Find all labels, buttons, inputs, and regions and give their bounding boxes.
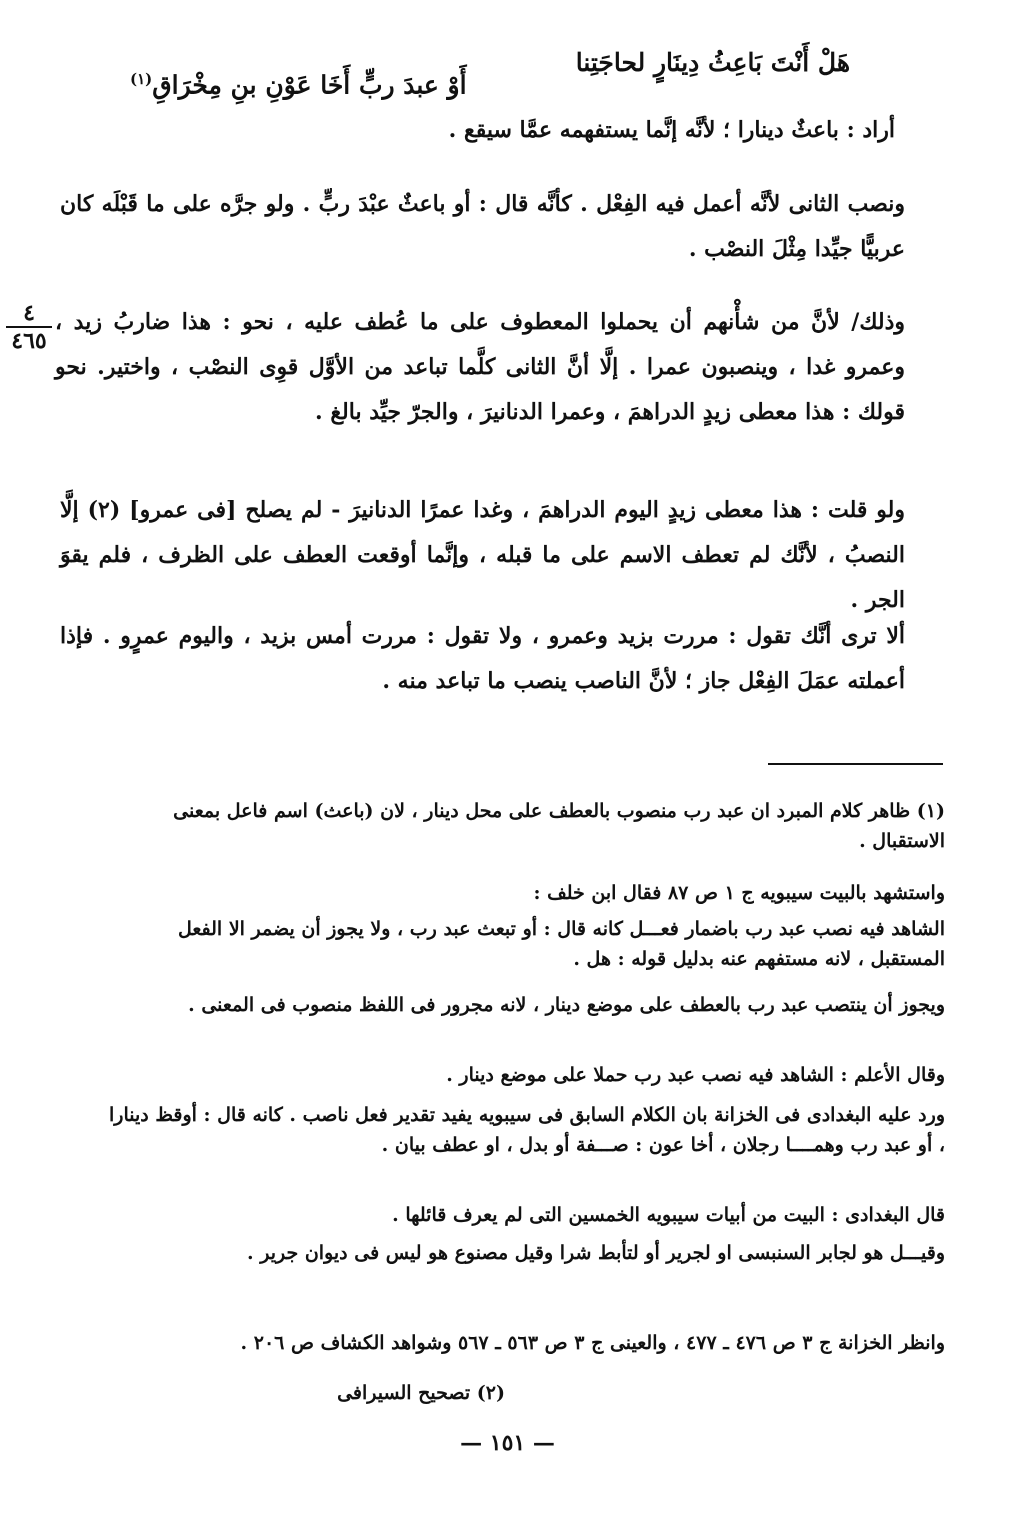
paragraph-1: أراد : باعثٌ دينارا ؛ لأنَّه إنَّما يستفهمه عمَّا سيقع .: [448, 117, 895, 143]
footnote-2: واستشهد بالبيت سيبويه ج ١ ص ٨٧ فقال ابن خلف :: [533, 882, 945, 904]
footnote-mark-1: (١): [130, 70, 153, 88]
footnote-divider: [768, 763, 943, 765]
paragraph-5: ألا ترى أنَّك تقول : مررت بزيد وعمرو ، ولا تقول : مررت أمس بزيد ، واليوم عمرٍو . فإذا أعملته عمَلَ الفِعْل جاز ؛ لأنَّ الناصب ينصب ما تباعد منه .: [60, 623, 905, 694]
footnote-8: وقيـــل هو لجابر السنبسى او لجرير أو لتأبط شرا وقيل مصنوع هو ليس فى ديوان جرير .: [247, 1242, 945, 1264]
margin-page: ٤٦٥: [11, 328, 47, 354]
margin-reference: [6, 300, 52, 354]
footnote-4: ويجوز أن ينتصب عبد رب بالعطف على موضع دينار ، لانه مجرور فى اللفظ منصوب فى المعنى .: [188, 994, 945, 1016]
footnote-7: قال البغدادى : البيت من أبيات سيبويه الخمسين التى لم يعرف قائلها .: [392, 1204, 945, 1226]
footnote-10: (٢) تصحيح السيرافى: [337, 1382, 505, 1404]
verse-hemistich-2-text: أَوْ عبدَ ربٍّ أَخَا عَوْنِ بنِ مِخْرَاقِ: [152, 70, 467, 100]
verse-hemistich-1: هَلْ أَنْتَ بَاعِثُ دِينَارٍ لحاجَتِنا: [575, 48, 850, 77]
footnote-9: وانظر الخزانة ج ٣ ص ٤٧٦ ـ ٤٧٧ ، والعينى ج ٣ ص ٥٦٣ ـ ٥٦٧ وشواهد الكشاف ص ٢٠٦ .: [240, 1332, 945, 1354]
footnote-5: وقال الأعلم : الشاهد فيه نصب عبد رب حملا على موضع دينار .: [446, 1064, 945, 1086]
paragraph-4: ولو قلت : هذا معطى زيدٍ اليوم الدراهمَ ، وغدا عمرًا الدنانيرَ - لم يصلح [فى عمرو] (٢) إلَّا النصبُ ، لأنَّك لم تعطف الاسم على ما قبله ، وإنَّما أوقعت العطف على الظرف ، فلم يقوَ الجر .: [60, 497, 905, 613]
paragraph-3: وذلك/ لأنَّ من شأْنهم أن يحملوا المعطوف على ما عُطف عليه ، نحو : هذا ضاربُ زيد ، وعمرو غدا ، وينصبون عمرا . إلَّا أنَّ الثانى كلَّما تباعد من الأوَّل قوِى النصْب ، واختير. نحو قولك : هذا معطى زيدٍ الدراهمَ ، وعمرا الدنانيرَ ، والجرّ جيِّد بالغ .: [55, 309, 905, 425]
footnote-1: (١) ظاهر كلام المبرد ان عبد رب منصوب بالعطف على محل دينار ، لان (باعث) اسم فاعل بمعنى الاستقبال .: [173, 800, 945, 852]
poetry-verse: [130, 48, 850, 104]
paragraph-2: ونصب الثانى لأنَّه أعمل فيه الفِعْل . كأنَّه قال : أو باعثٌ عبْدَ ربٍّ . ولو جرَّه على ما قَبْلَه كان عربيًّا جيِّدا مِثْلَ النصْب .: [60, 191, 905, 262]
margin-volume: ٤: [6, 300, 52, 328]
footnote-6: ورد عليه البغدادى فى الخزانة بان الكلام السابق فى سيبويه يفيد تقدير فعل ناصب . كانه قال : أوقظ دينارا ، أو عبد رب وهمــــا رجلان ، أخا عون : صـــفة أو بدل ، او عطف بيان .: [109, 1104, 945, 1156]
page-number: — ١٥١ —: [460, 1430, 555, 1456]
footnote-3: الشاهد فيه نصب عبد رب باضمار فعـــل كانه قال : أو تبعث عبد رب ، ولا يجوز أن يضمر الا الفعل المستقبل ، لانه مستفهم عنه بدليل قوله : هل .: [177, 918, 945, 970]
verse-hemistich-2: [130, 70, 467, 99]
